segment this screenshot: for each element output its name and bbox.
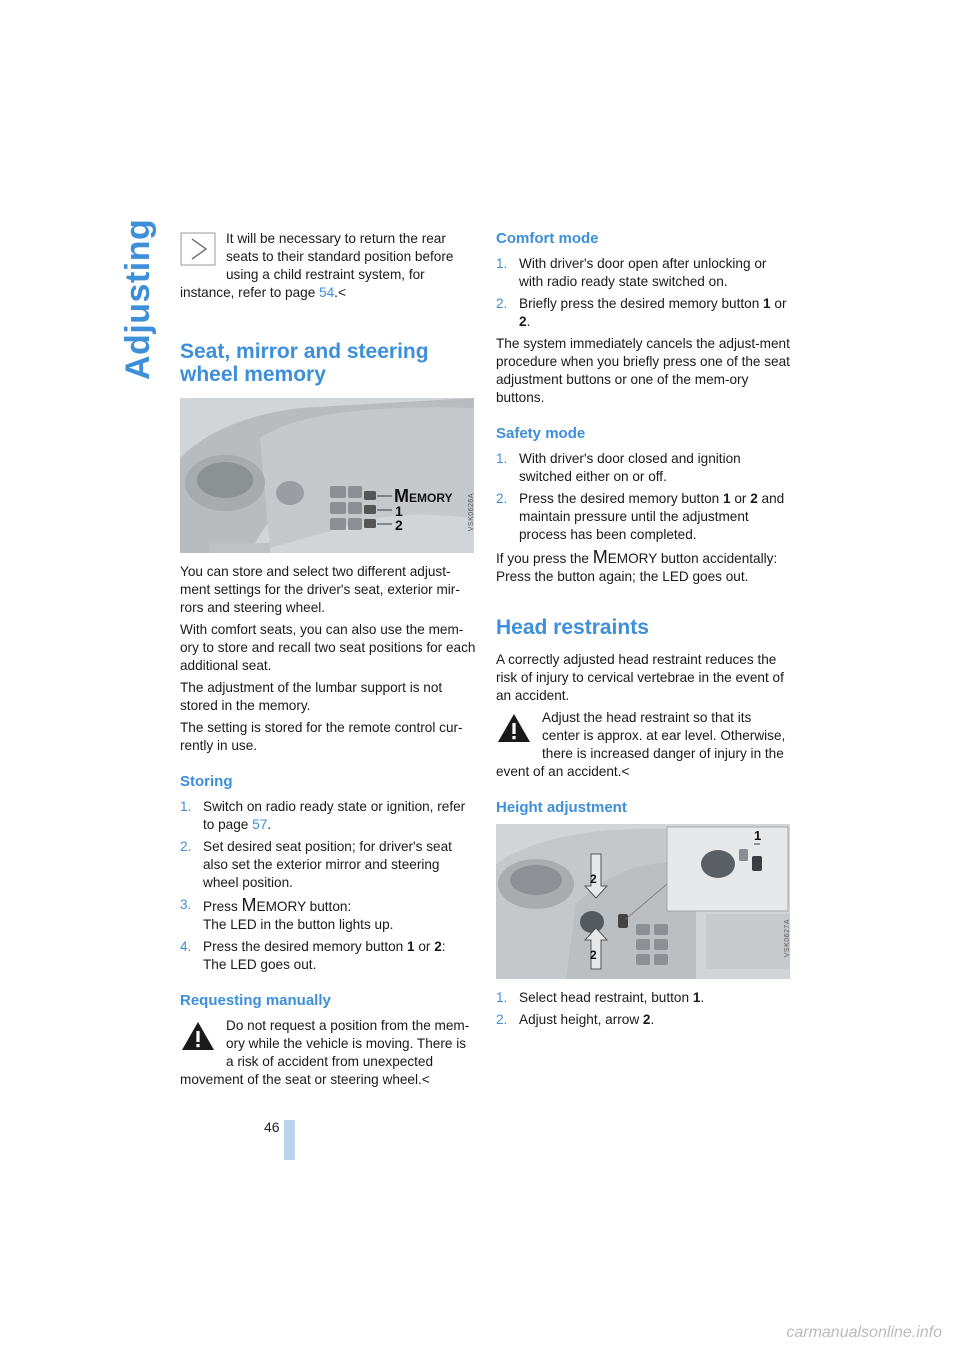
label-2-down: 2: [590, 948, 597, 962]
note-arrow-icon: [180, 232, 216, 266]
para-remote: The setting is stored for the remote control cur-rently in use.: [180, 720, 463, 753]
para-head-restraint: A correctly adjusted head restraint reduces the risk of injury to cervical vertebrae in the event of an accident.: [496, 652, 784, 703]
para-cancel: The system immediately cancels the adjust-ment procedure when you briefly press one of the seat adjustment buttons or one of the mem-ory buttons.: [496, 336, 790, 405]
heading-comfort-mode: Comfort mode: [496, 230, 599, 247]
figure-memory-buttons: [180, 398, 474, 553]
list-item: 1. Select head restraint, button 1.: [496, 990, 705, 1005]
left-column: [180, 230, 476, 1093]
label-1: 1: [754, 828, 762, 843]
warning-icon: [180, 1019, 216, 1053]
warning-requesting: Do not request a position from the mem-ory while the vehicle is moving. There is a risk of accident from unexpected movement of the seat or steering wheel.<: [180, 1018, 470, 1087]
height-steps: [496, 989, 792, 1029]
page-link-54[interactable]: 54: [319, 285, 335, 300]
heading-memory: Seat, mirror and steering wheel memory: [180, 340, 429, 386]
comfort-steps: [496, 255, 792, 331]
para-lumbar: The adjustment of the lumbar support is not stored in the memory.: [180, 680, 443, 713]
heading-storing: Storing: [180, 773, 233, 790]
heading-head-restraints: Head restraints: [496, 616, 649, 639]
heading-height-adjustment: Height adjustment: [496, 799, 627, 816]
heading-requesting: Requesting manually: [180, 992, 331, 1009]
warning-icon: [496, 711, 532, 745]
memory-buttons-illustration: [180, 398, 474, 553]
label-1: 1: [395, 503, 403, 519]
footer-watermark: carmanualsonline.info: [786, 1324, 942, 1341]
para-accidental: If you press the MEMORY button accidentally: Press the button again; the LED goes out.: [496, 547, 778, 584]
figure-code: VSK0627A: [784, 919, 791, 958]
warning-head: Adjust the head restraint so that its center is approx. at ear level. Otherwise, there is increased danger of injury in the event of an accident.<: [496, 710, 786, 779]
label-2: 2: [395, 517, 403, 533]
list-item: 2. Set desired seat position; for driver's seat also set the exterior mirror and steering wheel position.: [180, 839, 452, 890]
list-item: 4. Press the desired memory button 1 or 2: The LED goes out.: [180, 939, 446, 972]
section-tab: Adjusting: [119, 218, 157, 380]
list-item: 2. Press the desired memory button 1 or 2 and maintain pressure until the adjustment process has been completed.: [496, 491, 785, 542]
head-restraint-illustration: [496, 824, 790, 979]
note-end: .<: [334, 285, 346, 300]
note-text: It will be necessary to return the rear seats to their standard position before using a child restraint system, for instance, refer to page: [180, 231, 454, 300]
heading-safety-mode: Safety mode: [496, 425, 586, 442]
para-comfort-seats: With comfort seats, you can also use the mem-ory to store and recall two seat positions for each additional seat.: [180, 622, 476, 673]
label-2-up: 2: [590, 872, 597, 886]
figure-head-restraint: [496, 824, 790, 979]
storing-steps: [180, 798, 476, 974]
page-number: 46: [264, 1119, 280, 1135]
label-memory: MEMORY: [394, 486, 453, 506]
list-item: 3. Press MEMORY button: The LED in the button lights up.: [180, 895, 394, 932]
list-item: 2. Adjust height, arrow 2.: [496, 1012, 655, 1027]
list-item: 1. With driver's door open after unlocking or with radio ready state switched on.: [496, 256, 767, 289]
safety-steps: [496, 450, 792, 544]
page-marker-bar: [284, 1120, 295, 1160]
list-item: 1. Switch on radio ready state or ignition, refer to page 57.: [180, 799, 466, 832]
figure-code: VSK0626A: [468, 493, 475, 532]
page-link-57[interactable]: 57: [252, 817, 268, 832]
right-column: [496, 230, 792, 1033]
list-item: 2. Briefly press the desired memory button 1 or 2.: [496, 296, 787, 329]
note-child-restraint: [180, 230, 476, 302]
list-item: 1. With driver's door closed and ignition switched either on or off.: [496, 451, 741, 484]
para-store: You can store and select two different adjust-ment settings for the driver's seat, exterior mir-rors and steering wheel.: [180, 564, 460, 615]
